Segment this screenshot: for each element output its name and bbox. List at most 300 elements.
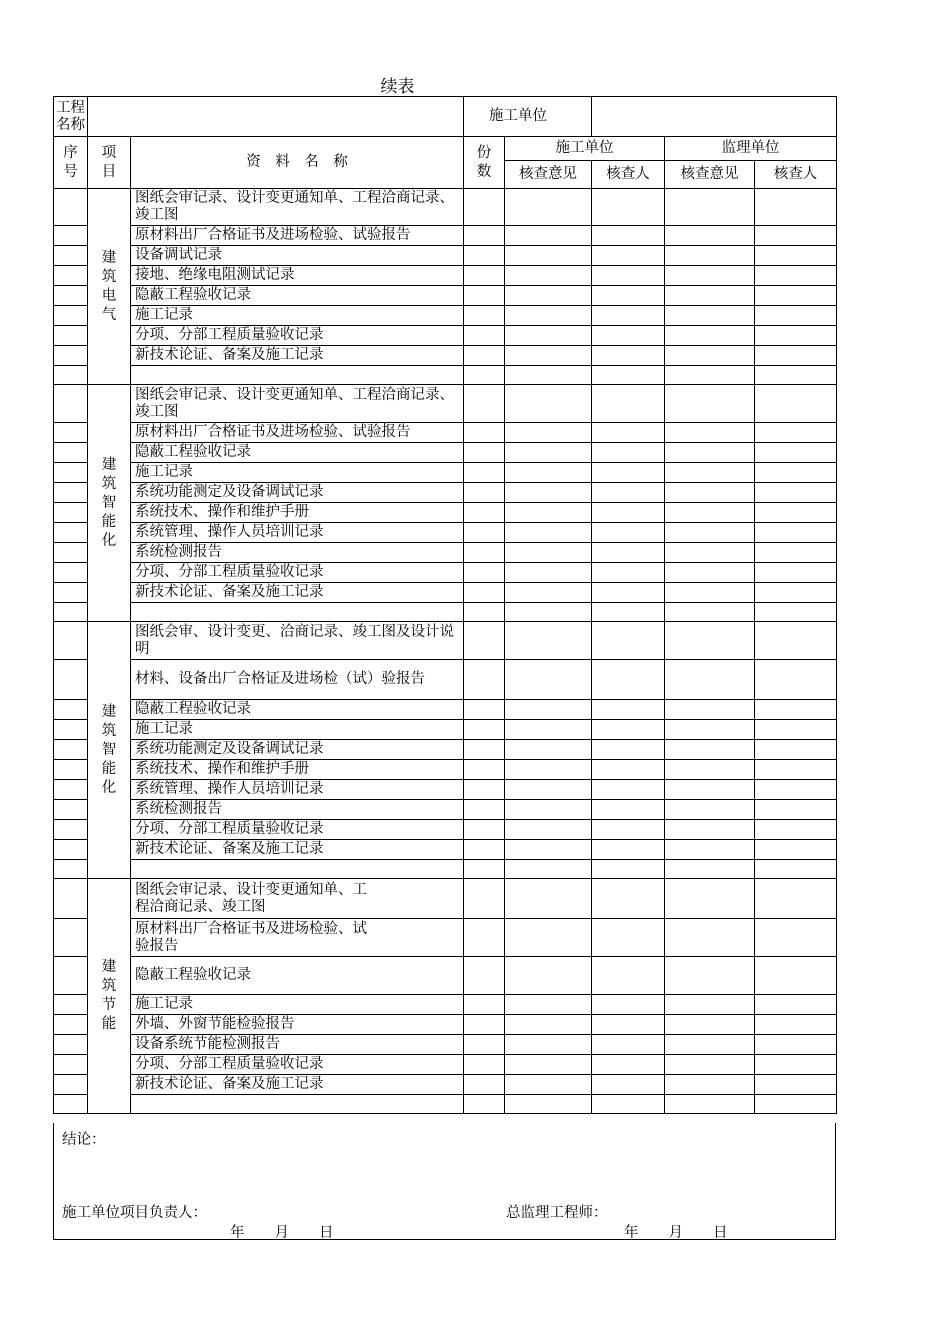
supervisor-opinion-cell[interactable] (665, 820, 755, 840)
contractor-checker-cell[interactable] (592, 995, 665, 1015)
copies-cell[interactable] (464, 306, 505, 326)
copies-cell[interactable] (464, 563, 505, 583)
table-row (54, 366, 837, 385)
table-row (54, 583, 837, 603)
doc-name-cell: 新技术论证、备案及施工记录 (131, 1075, 464, 1095)
supervisor-checker-cell[interactable] (755, 957, 837, 995)
doc-name-cell: 原材料出厂合格证书及进场检验、试验报告 (131, 423, 464, 443)
contractor-opinion-cell[interactable] (505, 760, 592, 780)
supervisor-opinion-cell[interactable] (665, 660, 755, 700)
supervisor-opinion-cell[interactable] (665, 840, 755, 860)
doc-name-cell: 隐蔽工程验收记录 (131, 443, 464, 463)
table-row (54, 266, 837, 286)
project-name-label: 工程 名称 (54, 97, 88, 137)
supervisor-opinion-cell[interactable] (665, 603, 755, 622)
supervisor-sign-label: 总监理工程师： (506, 1205, 608, 1221)
supervisor-checker-cell[interactable] (755, 603, 837, 622)
doc-name-header: 资 料 名 称 (131, 137, 464, 189)
contractor-opinion-cell[interactable] (505, 366, 592, 385)
seq-cell[interactable] (54, 622, 88, 660)
contractor-opinion-cell[interactable] (505, 503, 592, 523)
doc-name-cell: 图纸会审、设计变更、洽商记录、竣工图及设计说明 (131, 622, 464, 660)
contractor-opinion-cell[interactable] (505, 563, 592, 583)
seq-cell[interactable] (54, 366, 88, 385)
copies-cell[interactable] (464, 740, 505, 760)
table-row (54, 800, 837, 820)
supervisor-opinion-cell[interactable] (665, 246, 755, 266)
copies-cell[interactable] (464, 326, 505, 346)
supervisor-checker-cell[interactable] (755, 879, 837, 919)
table-row (54, 1055, 837, 1075)
contractor-opinion-cell[interactable] (505, 443, 592, 463)
contractor-checker-cell[interactable] (592, 1035, 665, 1055)
supervisor-opinion-cell[interactable] (665, 622, 755, 660)
contractor-checker-cell[interactable] (592, 583, 665, 603)
seq-header: 序 号 (54, 137, 88, 189)
seq-cell[interactable] (54, 543, 88, 563)
supervisor-checker-cell[interactable] (755, 840, 837, 860)
supervisor-opinion-cell[interactable] (665, 1015, 755, 1035)
category-cell: 建 筑 智 能 化 (88, 385, 131, 622)
contractor-opinion-cell[interactable] (505, 286, 592, 306)
category-cell: 建 筑 节 能 (88, 879, 131, 1114)
supervisor-opinion-cell[interactable] (665, 326, 755, 346)
table-row (54, 563, 837, 583)
supervisor-opinion-cell[interactable] (665, 800, 755, 820)
contractor-checker-cell[interactable] (592, 1055, 665, 1075)
supervisor-opinion-cell[interactable] (665, 563, 755, 583)
supervisor-opinion-cell[interactable] (665, 740, 755, 760)
contractor-opinion-cell[interactable] (505, 266, 592, 286)
doc-name-cell: 隐蔽工程验收记录 (131, 700, 464, 720)
table-row (54, 603, 837, 622)
seq-cell[interactable] (54, 286, 88, 306)
contractor-opinion-cell[interactable] (505, 306, 592, 326)
copies-cell[interactable] (464, 463, 505, 483)
contractor-checker-cell[interactable] (592, 463, 665, 483)
supervisor-checker-cell[interactable] (755, 1095, 837, 1114)
contractor-opinion-cell[interactable] (505, 385, 592, 423)
table-row (54, 760, 837, 780)
supervisor-opinion-cell[interactable] (665, 1035, 755, 1055)
contractor-opinion-cell[interactable] (505, 423, 592, 443)
supervisor-checker-cell[interactable] (755, 820, 837, 840)
supervisor-checker-cell[interactable] (755, 700, 837, 720)
doc-name-cell: 材料、设备出厂合格证及进场检（试）验报告 (131, 660, 464, 700)
contractor-checker-cell[interactable] (592, 1095, 665, 1114)
copies-cell[interactable] (464, 840, 505, 860)
contractor-checker-cell[interactable] (592, 346, 665, 366)
contractor-checker-cell[interactable] (592, 760, 665, 780)
contractor-checker-cell[interactable] (592, 700, 665, 720)
seq-cell[interactable] (54, 523, 88, 543)
supervisor-opinion-cell[interactable] (665, 1055, 755, 1075)
contractor-checker-cell[interactable] (592, 503, 665, 523)
supervisor-opinion-cell[interactable] (665, 226, 755, 246)
month-label: 月 (274, 1225, 289, 1241)
day-label: 日 (319, 1225, 334, 1241)
supervisor-checker-cell[interactable] (755, 483, 837, 503)
supervisor-checker-cell[interactable] (755, 286, 837, 306)
copies-cell[interactable] (464, 226, 505, 246)
copies-cell[interactable] (464, 879, 505, 919)
supervisor-checker-cell[interactable] (755, 346, 837, 366)
copies-cell[interactable] (464, 423, 505, 443)
supervisor-checker-cell[interactable] (755, 780, 837, 800)
contractor-checker-cell[interactable] (592, 226, 665, 246)
contractor-opinion-cell[interactable] (505, 189, 592, 226)
contractor-opinion-cell[interactable] (505, 523, 592, 543)
supervisor-checker-cell[interactable] (755, 660, 837, 700)
table-row (54, 1035, 837, 1055)
seq-cell[interactable] (54, 463, 88, 483)
copies-cell[interactable] (464, 385, 505, 423)
contractor-sign-label: 施工单位项目负责人： (62, 1205, 207, 1221)
seq-cell[interactable] (54, 583, 88, 603)
seq-cell[interactable] (54, 603, 88, 622)
supervisor-checker-cell[interactable] (755, 1075, 837, 1095)
supervisor-date (624, 1221, 758, 1242)
seq-cell[interactable] (54, 760, 88, 780)
contractor-checker-cell[interactable] (592, 443, 665, 463)
copies-cell[interactable] (464, 860, 505, 879)
contractor-checker-cell[interactable] (592, 800, 665, 820)
contractor-opinion-cell[interactable] (505, 463, 592, 483)
seq-cell[interactable] (54, 483, 88, 503)
contractor-checker-cell[interactable] (592, 879, 665, 919)
supervisor-opinion-cell[interactable] (665, 860, 755, 879)
table-row (54, 503, 837, 523)
copies-cell[interactable] (464, 603, 505, 622)
copies-cell[interactable] (464, 1035, 505, 1055)
supervisor-checker-cell[interactable] (755, 563, 837, 583)
contractor-checker-cell[interactable] (592, 326, 665, 346)
supervisor-checker-cell[interactable] (755, 760, 837, 780)
supervisor-opinion-cell[interactable] (665, 720, 755, 740)
supervisor-opinion-cell[interactable] (665, 543, 755, 563)
contractor-opinion-cell[interactable] (505, 622, 592, 660)
supervisor-opinion-cell[interactable] (665, 463, 755, 483)
seq-cell[interactable] (54, 740, 88, 760)
copies-cell[interactable] (464, 1095, 505, 1114)
table-row (54, 483, 837, 503)
contractor-opinion-cell[interactable] (505, 995, 592, 1015)
contractor-opinion-cell[interactable] (505, 820, 592, 840)
supervisor-opinion-cell[interactable] (665, 780, 755, 800)
contractor-checker-cell[interactable] (592, 1075, 665, 1095)
seq-cell[interactable] (54, 860, 88, 879)
seq-cell[interactable] (54, 1095, 88, 1114)
supervisor-opinion-cell[interactable] (665, 995, 755, 1015)
supervisor-opinion-cell[interactable] (665, 1095, 755, 1114)
supervisor-opinion-cell[interactable] (665, 700, 755, 720)
seq-cell[interactable] (54, 423, 88, 443)
seq-cell[interactable] (54, 840, 88, 860)
seq-cell[interactable] (54, 660, 88, 700)
supervisor-opinion-cell[interactable] (665, 385, 755, 423)
contractor-checker-cell[interactable] (592, 563, 665, 583)
table-row (54, 879, 837, 919)
table-row (54, 246, 837, 266)
seq-cell[interactable] (54, 563, 88, 583)
table-row (54, 443, 837, 463)
contractor-opinion-cell[interactable] (505, 780, 592, 800)
copies-cell[interactable] (464, 1015, 505, 1035)
doc-name-cell: 原材料出厂合格证书及进场检验、试验报告 (131, 226, 464, 246)
contractor-opinion-cell[interactable] (505, 326, 592, 346)
contractor-checker-cell[interactable] (592, 523, 665, 543)
supervisor-opinion-cell[interactable] (665, 366, 755, 385)
supervisor-opinion-cell[interactable] (665, 1075, 755, 1095)
copies-cell[interactable] (464, 583, 505, 603)
contractor-opinion-cell[interactable] (505, 226, 592, 246)
copies-cell[interactable] (464, 346, 505, 366)
doc-name-cell: 系统技术、操作和维护手册 (131, 503, 464, 523)
supervisor-checker-cell[interactable] (755, 246, 837, 266)
seq-cell[interactable] (54, 189, 88, 226)
contractor-checker-cell[interactable] (592, 366, 665, 385)
seq-cell[interactable] (54, 1035, 88, 1055)
seq-cell[interactable] (54, 1055, 88, 1075)
contractor-opinion-cell[interactable] (505, 603, 592, 622)
table-row (54, 463, 837, 483)
supervisor-checker-cell[interactable] (755, 860, 837, 879)
copies-cell[interactable] (464, 286, 505, 306)
copies-cell[interactable] (464, 919, 505, 957)
doc-name-cell: 分项、分部工程质量验收记录 (131, 820, 464, 840)
copies-cell[interactable] (464, 800, 505, 820)
supervisor-opinion-cell[interactable] (665, 346, 755, 366)
copies-cell[interactable] (464, 660, 505, 700)
contractor-checker-cell[interactable] (592, 483, 665, 503)
doc-name-cell: 系统技术、操作和维护手册 (131, 760, 464, 780)
contractor-opinion-cell[interactable] (505, 879, 592, 919)
seq-cell[interactable] (54, 780, 88, 800)
supervisor-checker-cell[interactable] (755, 423, 837, 443)
supervisor-checker-cell[interactable] (755, 1055, 837, 1075)
supervisor-checker-cell[interactable] (755, 720, 837, 740)
doc-name-cell: 外墙、外窗节能检验报告 (131, 1015, 464, 1035)
contractor-opinion-cell[interactable] (505, 543, 592, 563)
copies-cell[interactable] (464, 189, 505, 226)
supervisor-checker-cell[interactable] (755, 266, 837, 286)
seq-cell[interactable] (54, 879, 88, 919)
supervisor-checker-cell[interactable] (755, 995, 837, 1015)
contractor-checker-cell[interactable] (592, 423, 665, 443)
supervisor-opinion-cell[interactable] (665, 189, 755, 226)
copies-cell[interactable] (464, 760, 505, 780)
supervisor-checker-cell[interactable] (755, 189, 837, 226)
seq-cell[interactable] (54, 306, 88, 326)
table-row (54, 1015, 837, 1035)
contractor-opinion-cell[interactable] (505, 720, 592, 740)
supervisor-opinion-cell[interactable] (665, 583, 755, 603)
copies-cell[interactable] (464, 483, 505, 503)
doc-name-cell: 隐蔽工程验收记录 (131, 286, 464, 306)
supervisor-checker-cell[interactable] (755, 503, 837, 523)
table-row (54, 326, 837, 346)
contractor-checker-cell[interactable] (592, 780, 665, 800)
seq-cell[interactable] (54, 1075, 88, 1095)
seq-cell[interactable] (54, 385, 88, 423)
contractor-checker-cell[interactable] (592, 306, 665, 326)
supervisor-opinion-cell[interactable] (665, 523, 755, 543)
doc-name-cell: 系统管理、操作人员培训记录 (131, 780, 464, 800)
contractor-checker-cell[interactable] (592, 246, 665, 266)
seq-cell[interactable] (54, 1015, 88, 1035)
contractor-checker-cell[interactable] (592, 189, 665, 226)
supervisor-checker-cell[interactable] (755, 543, 837, 563)
seq-cell[interactable] (54, 326, 88, 346)
supervisor-opinion-cell[interactable] (665, 423, 755, 443)
contractor-checker-cell[interactable] (592, 820, 665, 840)
contractor-opinion-header: 核查意见 (505, 161, 592, 189)
supervisor-checker-cell[interactable] (755, 523, 837, 543)
copies-cell[interactable] (464, 523, 505, 543)
contractor-opinion-cell[interactable] (505, 919, 592, 957)
supervisor-opinion-cell[interactable] (665, 286, 755, 306)
supervisor-group-header: 监理单位 (665, 137, 837, 161)
contractor-opinion-cell[interactable] (505, 660, 592, 700)
doc-name-cell: 系统检测报告 (131, 800, 464, 820)
seq-cell[interactable] (54, 919, 88, 957)
contractor-opinion-cell[interactable] (505, 346, 592, 366)
seq-cell[interactable] (54, 266, 88, 286)
table-row (54, 346, 837, 366)
contractor-checker-cell[interactable] (592, 740, 665, 760)
supervisor-checker-cell[interactable] (755, 1035, 837, 1055)
contractor-checker-cell[interactable] (592, 840, 665, 860)
contractor-opinion-cell[interactable] (505, 583, 592, 603)
contractor-opinion-cell[interactable] (505, 1015, 592, 1035)
table-row (54, 840, 837, 860)
copies-cell[interactable] (464, 543, 505, 563)
supervisor-opinion-cell[interactable] (665, 503, 755, 523)
contractor-checker-cell[interactable] (592, 286, 665, 306)
copies-cell[interactable] (464, 700, 505, 720)
supervisor-checker-cell[interactable] (755, 385, 837, 423)
seq-cell[interactable] (54, 957, 88, 995)
contractor-opinion-cell[interactable] (505, 1095, 592, 1114)
supervisor-opinion-cell[interactable] (665, 443, 755, 463)
contractor-checker-cell[interactable] (592, 266, 665, 286)
copies-cell[interactable] (464, 1055, 505, 1075)
table-row (54, 306, 837, 326)
copies-cell[interactable] (464, 820, 505, 840)
supervisor-opinion-cell[interactable] (665, 957, 755, 995)
copies-cell[interactable] (464, 246, 505, 266)
doc-name-cell: 分项、分部工程质量验收记录 (131, 1055, 464, 1075)
copies-cell[interactable] (464, 622, 505, 660)
contractor-checker-cell[interactable] (592, 919, 665, 957)
supervisor-opinion-cell[interactable] (665, 306, 755, 326)
contractor-group-header: 施工单位 (505, 137, 665, 161)
table-row (54, 780, 837, 800)
month-label: 月 (668, 1225, 683, 1241)
contractor-opinion-cell[interactable] (505, 740, 592, 760)
seq-cell[interactable] (54, 346, 88, 366)
contractor-checker-cell[interactable] (592, 860, 665, 879)
contractor-opinion-cell[interactable] (505, 700, 592, 720)
category-cell: 建 筑 电 气 (88, 189, 131, 385)
seq-cell[interactable] (54, 443, 88, 463)
contractor-opinion-cell[interactable] (505, 246, 592, 266)
supervisor-checker-cell[interactable] (755, 226, 837, 246)
supervisor-opinion-cell[interactable] (665, 879, 755, 919)
doc-name-cell: 新技术论证、备案及施工记录 (131, 583, 464, 603)
supervisor-checker-cell[interactable] (755, 443, 837, 463)
contractor-checker-cell[interactable] (592, 720, 665, 740)
copies-cell[interactable] (464, 995, 505, 1015)
contractor-checker-cell[interactable] (592, 385, 665, 423)
contractor-opinion-cell[interactable] (505, 957, 592, 995)
contractor-opinion-cell[interactable] (505, 1055, 592, 1075)
copies-cell[interactable] (464, 780, 505, 800)
supervisor-checker-cell[interactable] (755, 919, 837, 957)
contractor-opinion-cell[interactable] (505, 840, 592, 860)
supervisor-checker-cell[interactable] (755, 463, 837, 483)
copies-cell[interactable] (464, 266, 505, 286)
copies-cell[interactable] (464, 503, 505, 523)
supervisor-checker-cell[interactable] (755, 306, 837, 326)
contractor-checker-cell[interactable] (592, 1015, 665, 1035)
contractor-checker-cell[interactable] (592, 622, 665, 660)
contractor-checker-cell[interactable] (592, 660, 665, 700)
supervisor-checker-cell[interactable] (755, 583, 837, 603)
supervisor-opinion-header: 核查意见 (665, 161, 755, 189)
project-name-field[interactable] (88, 97, 464, 137)
page-title: 续表 (380, 77, 415, 97)
seq-cell[interactable] (54, 995, 88, 1015)
contractor-opinion-cell[interactable] (505, 1075, 592, 1095)
copies-cell[interactable] (464, 443, 505, 463)
contractor-opinion-cell[interactable] (505, 860, 592, 879)
contractor-checker-cell[interactable] (592, 957, 665, 995)
copies-cell[interactable] (464, 1075, 505, 1095)
supervisor-checker-cell[interactable] (755, 800, 837, 820)
supervisor-checker-cell[interactable] (755, 1015, 837, 1035)
supervisor-opinion-cell[interactable] (665, 266, 755, 286)
doc-name-cell: 系统管理、操作人员培训记录 (131, 523, 464, 543)
supervisor-checker-cell[interactable] (755, 740, 837, 760)
seq-cell[interactable] (54, 700, 88, 720)
table-row (54, 622, 837, 660)
seq-cell[interactable] (54, 720, 88, 740)
contractor-field[interactable] (592, 97, 837, 137)
table-row (54, 700, 837, 720)
supervisor-opinion-cell[interactable] (665, 919, 755, 957)
copies-cell[interactable] (464, 366, 505, 385)
contractor-opinion-cell[interactable] (505, 800, 592, 820)
seq-cell[interactable] (54, 820, 88, 840)
supervisor-checker-cell[interactable] (755, 622, 837, 660)
seq-cell[interactable] (54, 800, 88, 820)
seq-cell[interactable] (54, 226, 88, 246)
table-row (54, 385, 837, 423)
supervisor-checker-cell[interactable] (755, 326, 837, 346)
contractor-opinion-cell[interactable] (505, 1035, 592, 1055)
copies-cell[interactable] (464, 957, 505, 995)
contractor-checker-cell[interactable] (592, 543, 665, 563)
supervisor-checker-cell[interactable] (755, 366, 837, 385)
contractor-checker-cell[interactable] (592, 603, 665, 622)
contractor-opinion-cell[interactable] (505, 483, 592, 503)
seq-cell[interactable] (54, 503, 88, 523)
seq-cell[interactable] (54, 246, 88, 266)
supervisor-opinion-cell[interactable] (665, 760, 755, 780)
copies-cell[interactable] (464, 720, 505, 740)
supervisor-opinion-cell[interactable] (665, 483, 755, 503)
